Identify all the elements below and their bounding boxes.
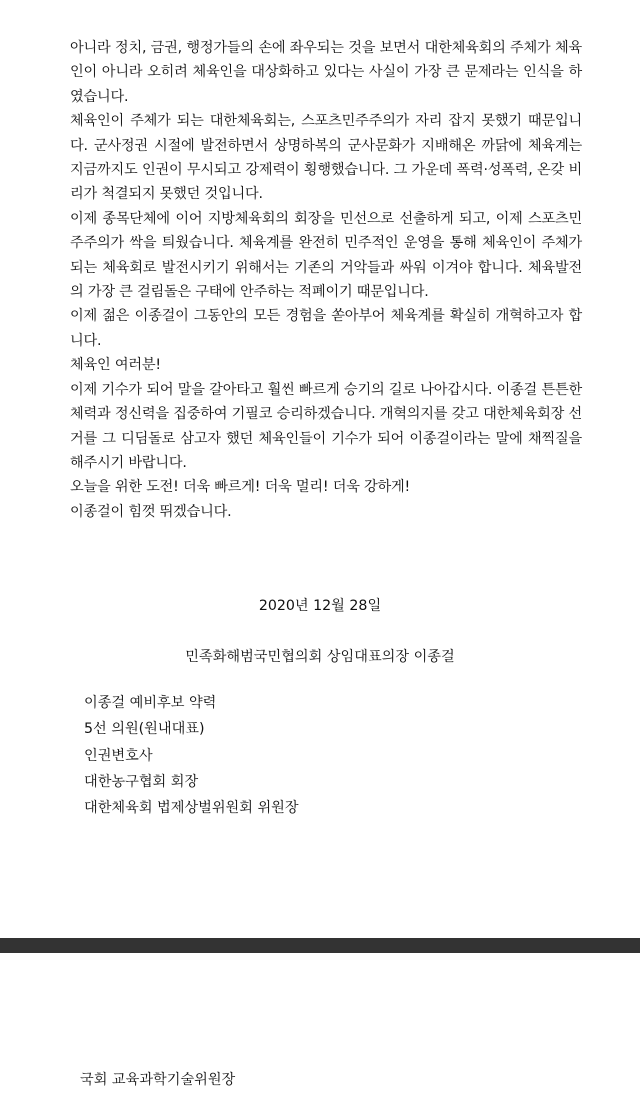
paragraph-closing: 이종걸이 힘껏 뛰겠습니다. xyxy=(70,503,232,520)
career-item: 대한체육회 법제상벌위원회 위원장 xyxy=(84,800,299,817)
footer-career-line: 국회 교육과학기술위원장 xyxy=(80,1072,236,1088)
paragraph-address: 체육인 여러분! xyxy=(70,357,161,374)
paragraph-athlete-subject: 체육인이 주체가 되는 대한체육회는, 스포츠민주주의가 자리 잡지 못했기 때문입니다. 군사정권 시절에 발전하면서 상명하복의 군사문화가 지배해온 까닭에 체육계는 지금까지도 인권이 무시되고 강제력이 횡행했습니다. 그 가운데 폭력·성폭력, 온갖 비리가 척결되지 못했던 것입니다. xyxy=(70,113,582,203)
career-list xyxy=(84,690,299,821)
letter-signature: 민족화해범국민협의회 상임대표의장 이종걸 xyxy=(185,649,455,665)
page-divider xyxy=(0,938,640,953)
paragraph-continuation: 아니라 정치, 금권, 행정가들의 손에 좌우되는 것을 보면서 대한체육회의 주체가 체육인이 아니라 오히려 체육인을 대상화하고 있다는 사실이 가장 큰 문제라는 인식을 하였습니다. xyxy=(70,40,582,105)
letter-date: 2020년 12월 28일 xyxy=(258,598,382,614)
career-item: 5선 의원(원내대표) xyxy=(84,721,205,738)
paragraph-slogan: 오늘을 위한 도전! 더욱 빠르게! 더욱 멀리! 더욱 강하게! xyxy=(70,479,411,496)
career-heading: 이종걸 예비후보 약력 xyxy=(84,695,217,711)
career-item: 인권변호사 xyxy=(84,747,153,764)
letter-body xyxy=(70,36,582,524)
career-item: 대한농구협회 회장 xyxy=(84,773,199,790)
paragraph-reform-intent: 이제 젊은 이종걸이 그동안의 모든 경험을 쏟아부어 체육계를 확실히 개혁하고자 합니다. xyxy=(70,308,582,349)
paragraph-appeal: 이제 기수가 되어 말을 갈아타고 훨씬 빠르게 승기의 길로 나아갑시다. 이종걸 튼튼한 체력과 정신력을 집중하여 기필코 승리하겠습니다. 개혁의지를 갖고 대한체육회장 선거를 그 디딤돌로 삼고자 했던 체육인들이 기수가 되어 이종걸이라는 말에 채찍질을 해주시기 바랍니다. xyxy=(70,381,582,471)
paragraph-sports-democracy: 이제 종목단체에 이어 지방체육회의 회장을 민선으로 선출하게 되고, 이제 스포츠민주주의가 싹을 틔웠습니다. 체육계를 완전히 민주적인 운영을 통해 체육인이 주체가 되는 체육회로 발전시키기 위해서는 기존의 거악들과 싸워 이겨야 합니다. 체육발전의 가장 큰 걸림돌은 구태에 안주하는 적폐이기 때문입니다. xyxy=(70,210,582,301)
